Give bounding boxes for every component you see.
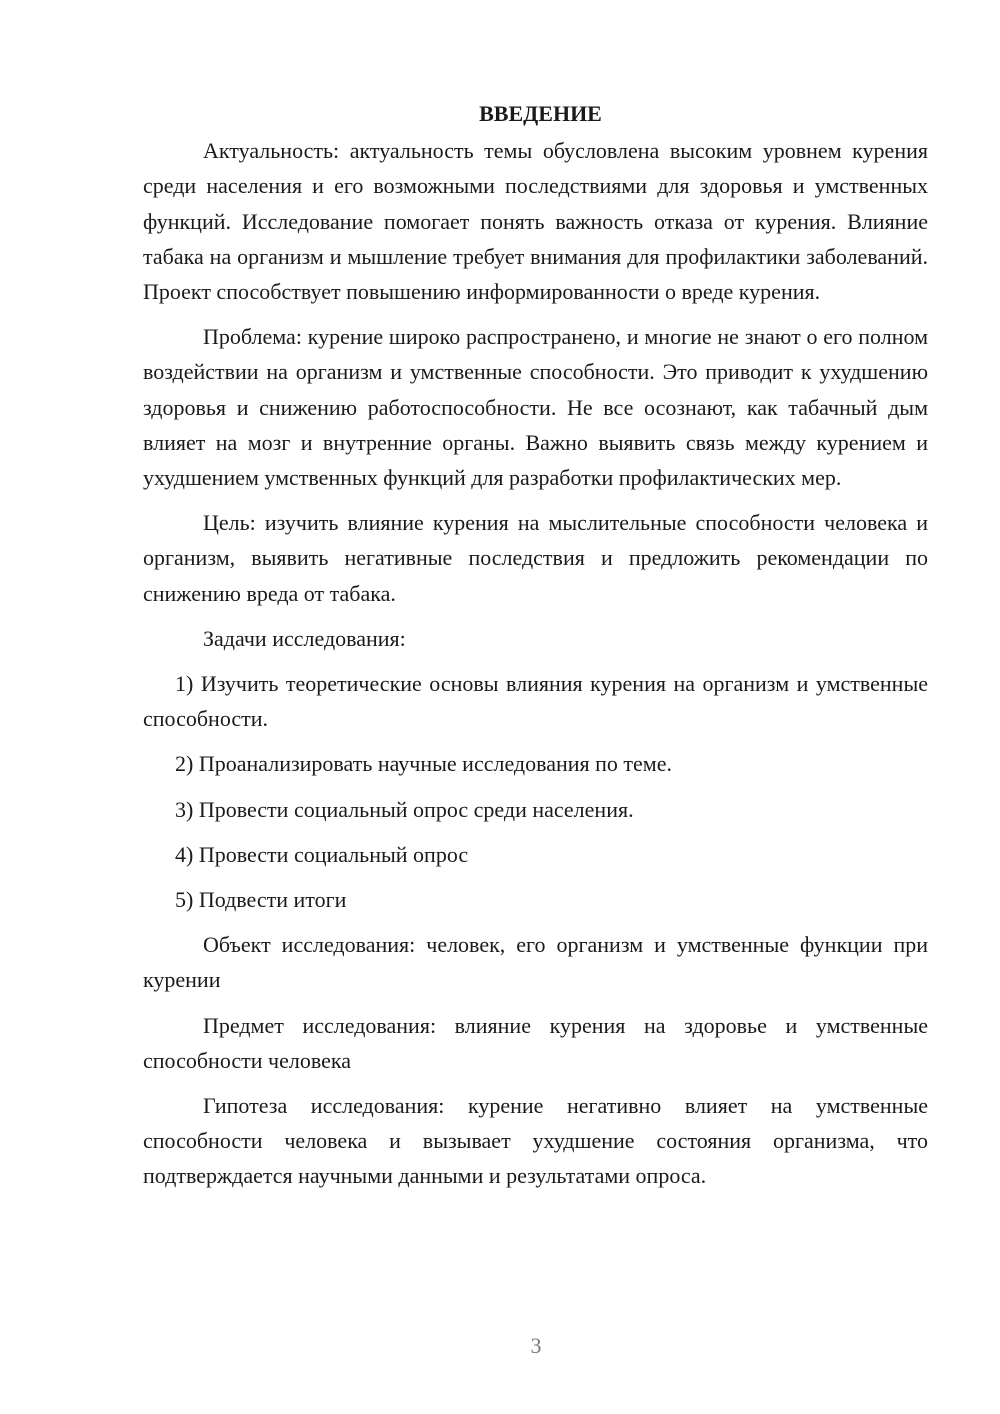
goal-paragraph: Цель: изучить влияние курения на мыслительные способности человека и организм, выявить негативные последствия и предложить рекомендации по снижению вреда от табака. — [143, 510, 928, 606]
task-item-5: 5) Подвести итоги — [175, 887, 347, 913]
page-number: 3 — [530, 1333, 542, 1358]
task-item-3: 3) Провести социальный опрос среди населения. — [175, 796, 634, 822]
task-item-2: 2) Проанализировать научные исследования по теме. — [175, 751, 672, 777]
tasks-heading: Задачи исследования: — [203, 625, 406, 651]
subject-paragraph: Предмет исследования: влияние курения на здоровье и умственные способности человека — [143, 1012, 928, 1073]
task-item-1: 1) Изучить теоретические основы влияния курения на организм и умственные способности. — [143, 671, 928, 732]
relevance-paragraph: Актуальность: актуальность темы обусловлена высоким уровнем курения среди населения и его возможными последствиями для здоровья и умственных функций. Исследование помогает понять важность отказа от курения. Влияние табака на организм и мышление требует внимания для профилактики заболеваний. Проект способствует повышению информированности о вреде курения. — [143, 138, 928, 305]
document-page — [143, 96, 928, 1204]
section-title: ВВЕДЕНИЕ — [479, 101, 602, 126]
task-item-4: 4) Провести социальный опрос — [175, 841, 469, 867]
object-paragraph: Объект исследования: человек, его организм и умственные функции при курении — [143, 932, 928, 993]
hypothesis-paragraph: Гипотеза исследования: курение негативно влияет на умственные способности человека и вызывает ухудшение состояния организма, что подтверждается научными данными и результатами опроса. — [143, 1093, 928, 1189]
problem-paragraph: Проблема: курение широко распространено, и многие не знают о его полном воздействии на организм и умственные способности. Это приводит к ухудшению здоровья и снижению работоспособности. Не все осознают, как табачный дым влияет на мозг и внутренние органы. Важно выявить связь между курением и ухудшением умственных функций для разработки профилактических мер. — [143, 324, 928, 491]
